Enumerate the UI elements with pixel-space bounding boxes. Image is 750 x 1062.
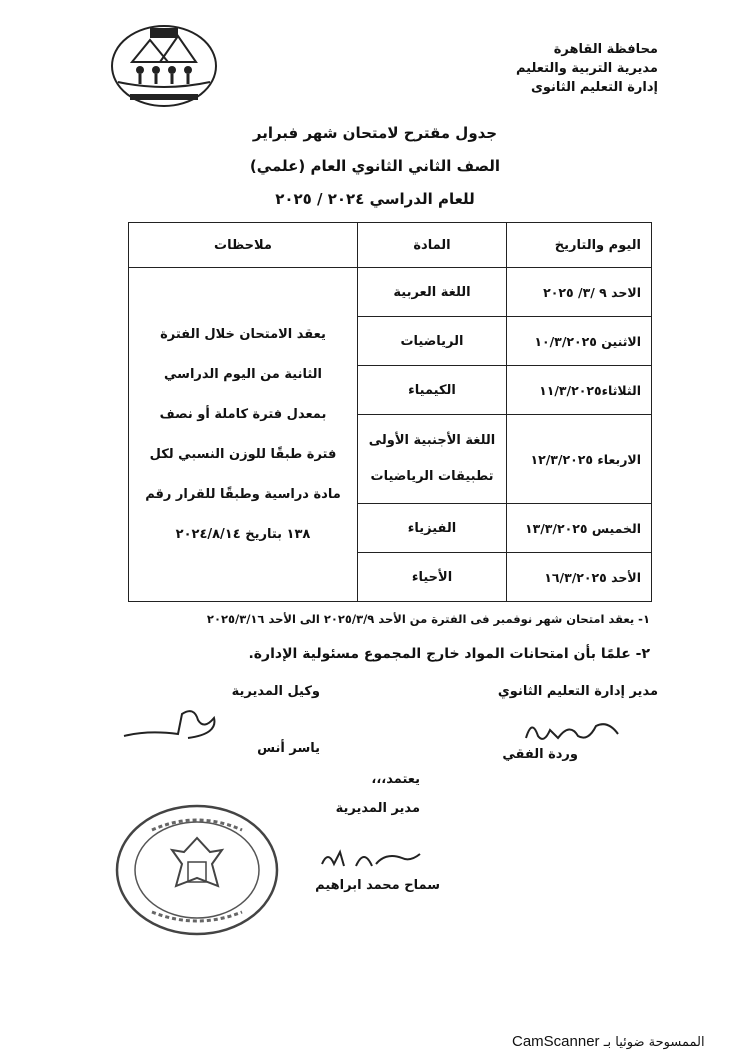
title-line-1: جدول مقترح لامتحان شهر فبراير <box>252 124 498 142</box>
title-line-2: الصف الثاني الثانوي العام (علمي) <box>249 157 501 175</box>
scanner-prefix: الممسوحة ضوئيا بـ <box>603 1035 705 1050</box>
handwritten-signature-icon <box>316 842 426 876</box>
row-subject: الفيزياء <box>358 504 507 553</box>
row-subject: الأحياء <box>358 553 507 602</box>
notes-cell <box>129 268 358 602</box>
signature-name: وردة الفقي <box>502 747 578 762</box>
notes-line: بمعدل فترة كاملة أو نصف <box>159 406 327 422</box>
handwritten-signature-icon <box>518 708 628 752</box>
notes-line: الثانية من اليوم الدراسي <box>164 366 322 382</box>
row-subject: الرياضيات <box>358 317 507 366</box>
table-row <box>129 268 652 317</box>
org-line-directorate: مديرية التربية والتعليم <box>515 61 658 76</box>
org-line-governorate: محافظة القاهرة <box>553 42 658 57</box>
header-subject: المادة <box>358 223 507 268</box>
row-day: الأحد ١٦/٣/٢٠٢٥ <box>507 553 652 602</box>
row-subject-double <box>358 415 507 504</box>
header-day-date: اليوم والتاريخ <box>507 223 652 268</box>
approval-name: سماح محمد ابراهيم <box>315 878 440 893</box>
row-subject: الكيمياء <box>358 366 507 415</box>
row-subject: اللغة العربية <box>358 268 507 317</box>
notes-line: فترة طبقًا للوزن النسبي لكل <box>149 446 337 462</box>
notes-line: ١٣٨ بتاريخ ٢٠٢٤/٨/١٤ <box>175 526 311 542</box>
row-day: الخميس ١٣/٣/٢٠٢٥ <box>507 504 652 553</box>
title-line-3: للعام الدراسي ٢٠٢٤ / ٢٠٢٥ <box>275 190 475 208</box>
signature-name: ياسر أنس <box>257 741 320 756</box>
scanner-watermark <box>512 1033 705 1050</box>
directorate-logo <box>110 22 218 110</box>
footnote-2: ٢- علمًا بأن امتحانات المواد خارج المجموع مسئولية الإدارة. <box>248 646 650 662</box>
organization-header <box>516 40 658 97</box>
approval-block <box>280 772 440 893</box>
row-day: الاحد ٩ /٣/ ٢٠٢٥ <box>507 268 652 317</box>
org-line-administration: إدارة التعليم الثانوى <box>530 80 658 95</box>
official-seal-stamp <box>112 800 282 940</box>
handwritten-signature-icon <box>118 700 228 746</box>
notes-line: يعقد الامتحان خلال الفترة <box>160 326 326 342</box>
row-day: الاثنين ١٠/٣/٢٠٢٥ <box>507 317 652 366</box>
document-titles <box>0 117 750 216</box>
notes-line: مادة دراسية وطبقًا للقرار رقم <box>145 486 341 502</box>
scanner-brand: CamScanner <box>512 1033 600 1050</box>
table-header-row <box>129 223 652 268</box>
exam-schedule-table <box>128 222 652 602</box>
signature-title: وكيل المديرية <box>231 684 320 699</box>
footnote-1: ١- يعقد امتحان شهر نوفمبر فى الفترة من الأحد ٢٠٢٥/٣/٩ الى الأحد ٢٠٢٥/٣/١٦ <box>206 612 650 626</box>
row-day: الاربعاء ١٢/٣/٢٠٢٥ <box>507 415 652 504</box>
approval-label: يعتمد،،، <box>371 772 420 787</box>
row-day: الثلاثاء١١/٣/٢٠٢٥ <box>507 366 652 415</box>
header-notes: ملاحظات <box>129 223 358 268</box>
signature-title: مدير إدارة التعليم الثانوي <box>497 684 658 699</box>
approval-title: مدير المديرية <box>335 801 420 816</box>
row-subject-secondary: تطبيقات الرياضيات <box>370 469 494 484</box>
row-subject: اللغة الأجنبية الأولى <box>368 433 496 448</box>
